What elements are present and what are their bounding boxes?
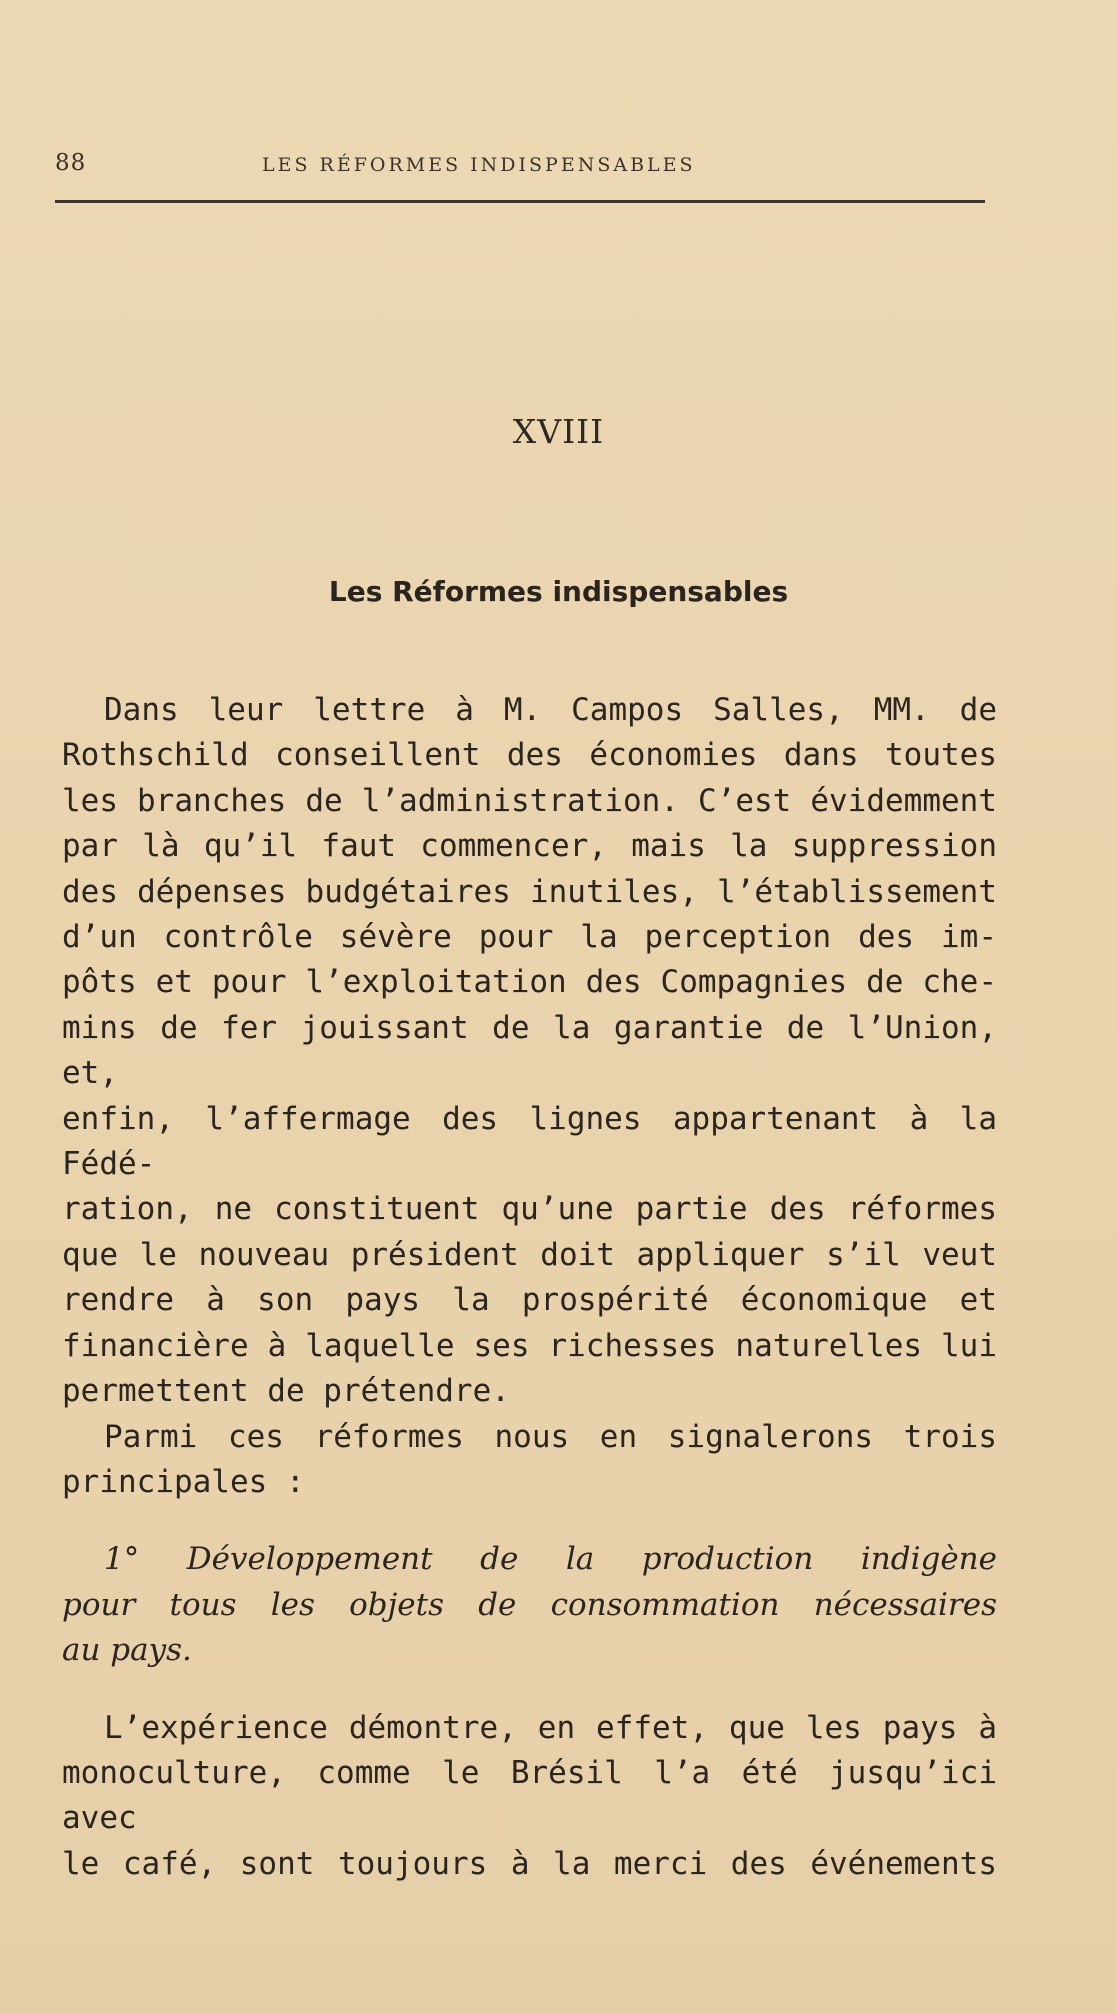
text-line: 1° Développement de la production indigène <box>104 1541 997 1578</box>
paragraph-1 <box>62 688 997 1415</box>
running-head <box>55 150 985 186</box>
running-title: LES RÉFORMES INDISPENSABLES <box>262 154 696 176</box>
text-line: pour tous les objets de consommation nécessaires <box>62 1586 997 1623</box>
text-line: financière à laquelle ses richesses naturelles lui <box>62 1327 997 1364</box>
text-line: monoculture, comme le Brésil l’a été jusqu’ici avec <box>62 1754 997 1837</box>
paragraph-2 <box>62 1415 997 1506</box>
text-line: rendre à son pays la prospérité économique et <box>62 1282 997 1319</box>
text-line: d’un contrôle sévère pour la perception des im- <box>62 919 997 956</box>
text-line: ration, ne constituent qu’une partie des réformes <box>62 1191 997 1228</box>
header-rule <box>55 200 985 203</box>
text-line: Rothschild conseillent des économies dans toutes <box>62 737 997 774</box>
paragraph-3-heading <box>62 1537 997 1673</box>
text-line: Dans leur lettre à M. Campos Salles, MM. de <box>104 692 997 728</box>
text-line: des dépenses budgétaires inutiles, l’établissement <box>62 873 997 910</box>
section-title: Les Réformes indispensables <box>328 575 789 608</box>
paragraph-4 <box>62 1706 997 1888</box>
text-line: par là qu’il faut commencer, mais la suppression <box>62 828 997 865</box>
chapter-number: XVIII <box>512 412 605 451</box>
text-line: mins de fer jouissant de la garantie de l’Union, et, <box>62 1009 997 1092</box>
text-line: que le nouveau président doit appliquer s’il veut <box>62 1236 997 1273</box>
text-line: principales : <box>62 1463 305 1500</box>
text-line: enfin, l’affermage des lignes appartenant à la Fédé- <box>62 1100 997 1183</box>
text-line: au pays. <box>62 1632 192 1669</box>
text-line: permettent de prétendre. <box>62 1373 510 1410</box>
text-line: Parmi ces réformes nous en signalerons trois <box>104 1418 997 1455</box>
paragraph-gap <box>62 1505 997 1537</box>
text-line: le café, sont toujours à la merci des événements <box>62 1845 997 1882</box>
page-number: 88 <box>55 150 87 176</box>
body-text <box>62 688 997 1887</box>
text-line: pôts et pour l’exploitation des Compagnies de che- <box>62 964 997 1001</box>
text-line: L’expérience démontre, en effet, que les pays à <box>104 1709 997 1746</box>
text-line: les branches de l’administration. C’est évidemment <box>62 782 997 819</box>
paragraph-gap <box>62 1674 997 1706</box>
